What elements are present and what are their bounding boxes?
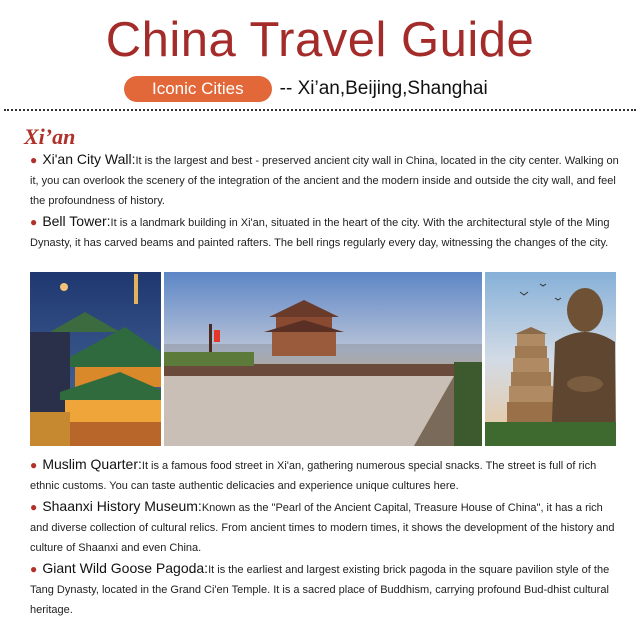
bullet-icon: ●: [30, 458, 38, 472]
item-title: Bell Tower:: [42, 213, 111, 229]
item-text: It is the largest and best - preserved ancient city wall in China, located in the city center. Walking on it, you can overlook the scenery of the integration of the ancient and the modern inside and outside the city wall, and feel the profoundness of history.: [30, 155, 619, 207]
list-item: [30, 496, 620, 558]
item-title: Giant Wild Goose Pagoda:: [42, 560, 209, 576]
bullet-icon: ●: [30, 500, 38, 514]
subtitle-cities: -- Xi’an,Beijing,Shanghai: [279, 78, 488, 99]
bell-tower-photo: [30, 272, 161, 446]
item-title: Muslim Quarter:: [42, 456, 142, 472]
item-title: Xi'an City Wall:: [42, 151, 136, 167]
item-text: It is the earliest and largest existing brick pagoda in the square pavilion style of the Tang Dynasty, located in the Grand Ci'en Temple. It is a sacred place of Buddhism, carrying profound Bud-dhist cultural heritage.: [30, 564, 610, 616]
list-item: [30, 454, 620, 496]
iconic-cities-badge: Iconic Cities: [124, 76, 272, 102]
item-title: Shaanxi History Museum:: [42, 498, 202, 514]
item-text: Known as the "Pearl of the Ancient Capital, Treasure House of China", it has a rich and diverse collection of cultural relics. From ancient times to modern times, it shows the development of the history and culture of Shaanxi and even China.: [30, 502, 615, 554]
bullet-icon: ●: [30, 215, 38, 229]
dotted-divider: [4, 109, 636, 111]
subtitle-row: [124, 76, 488, 102]
item-text: It is a famous food street in Xi'an, gathering numerous special snacks. The street is full of rich ethnic customs. You can taste authentic delicacies and experience unique cultures here.: [30, 460, 597, 492]
list-item: [30, 149, 620, 211]
bullet-icon: ●: [30, 153, 38, 167]
bullet-icon: ●: [30, 562, 38, 576]
section-title-xian: Xi’an: [24, 124, 76, 149]
page-title: China Travel Guide: [105, 13, 535, 67]
attractions-list-top: [30, 149, 620, 253]
city-wall-photo: [164, 272, 482, 446]
photo-strip: [30, 272, 616, 446]
pagoda-buddha-photo: [485, 272, 616, 446]
list-item: [30, 211, 620, 253]
attractions-list-bottom: [30, 454, 620, 620]
item-text: It is a landmark building in Xi'an, situated in the heart of the city. With the architectural style of the Ming Dynasty, it has carved beams and painted rafters. The bell rings regularly every day, witnessing the changes of the city.: [30, 217, 610, 249]
list-item: [30, 558, 620, 620]
